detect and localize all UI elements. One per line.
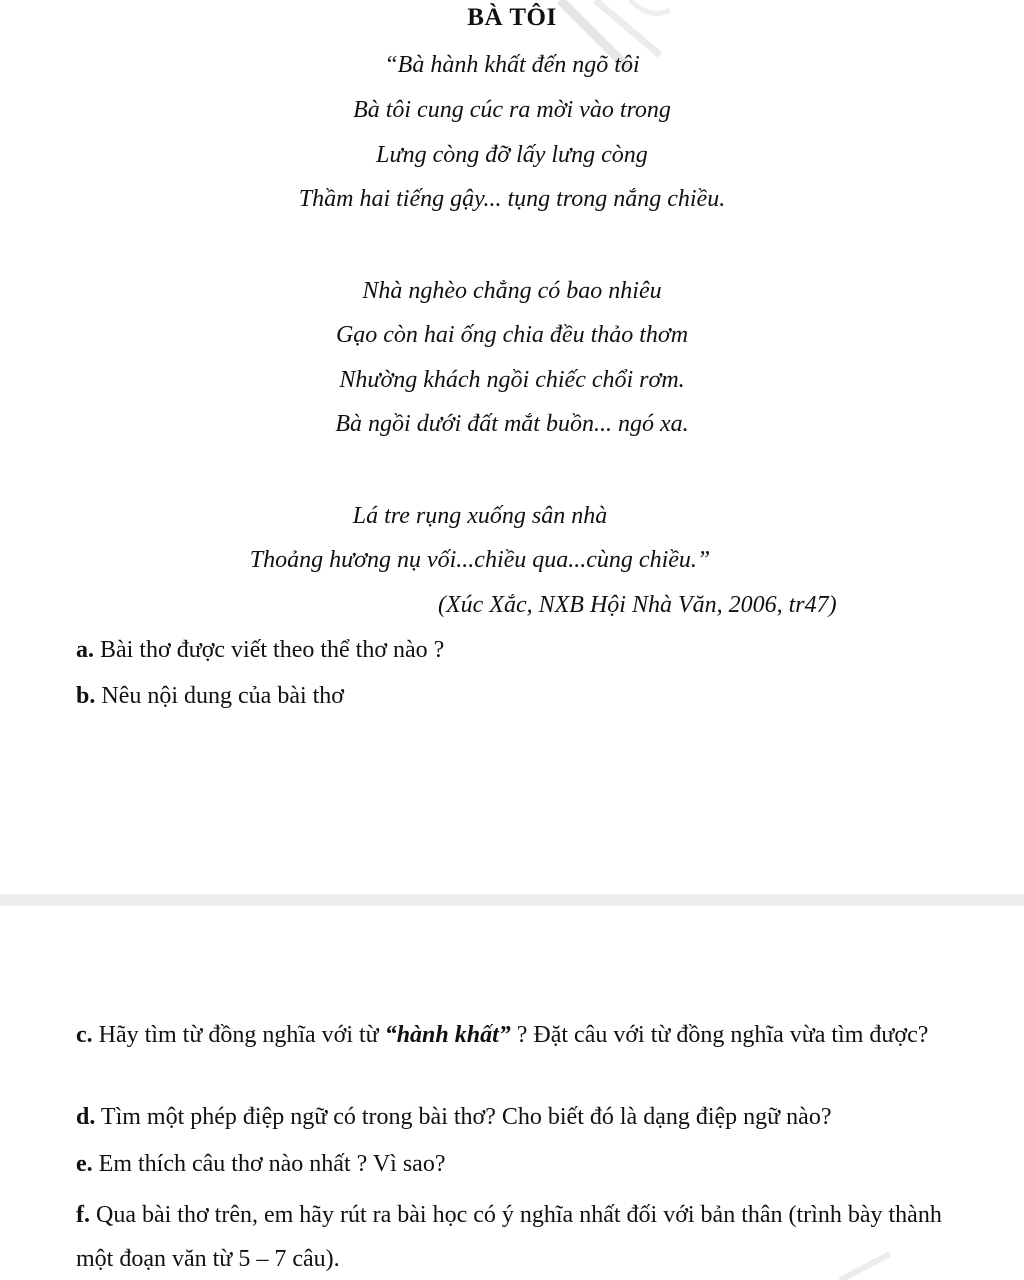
question-label: b. (76, 683, 96, 709)
poem-line: “Bà hành khất đến ngõ tôi (384, 52, 640, 78)
question-label: c. (76, 1022, 93, 1048)
question-d (76, 1102, 966, 1132)
poem-line: Gạo còn hai ống chia đều thảo thơm (335, 322, 689, 348)
question-text: Hãy tìm từ đồng nghĩa với từ (92, 1022, 385, 1048)
question-text: Nêu nội dung của bài thơ (95, 683, 344, 709)
question-text: Qua bài thơ trên, em hãy rút ra bài học có ý nghĩa nhất đối với bản thân (trình bày thành một đoạn văn từ 5 – 7 câu). (76, 1202, 942, 1272)
question-label: e. (76, 1151, 93, 1177)
poem-line: Bà ngồi dưới đất mắt buồn... ngó xa. (335, 411, 689, 437)
question-text: Tìm một phép điệp ngữ có trong bài thơ? Cho biết đó là dạng điệp ngữ nào? (95, 1104, 832, 1130)
question-text: ? Đặt câu với từ đồng nghĩa vừa tìm được? (510, 1022, 929, 1048)
poem-line: Lá tre rụng xuống sân nhà (352, 503, 608, 529)
poem-citation: (Xúc Xắc, NXB Hội Nhà Văn, 2006, tr47) (438, 592, 837, 618)
question-label: d. (76, 1104, 96, 1130)
document-page-2 (0, 906, 1024, 1280)
poem-line: Thoảng hương nụ vối...chiều qua...cùng chiều.” (249, 547, 711, 573)
question-f (76, 1193, 966, 1280)
question-emphasis: “hành khất” (384, 1022, 511, 1048)
question-b (76, 681, 966, 711)
poem-line: Bà tôi cung cúc ra mời vào trong (353, 97, 671, 123)
question-c (76, 1012, 966, 1058)
question-text: Em thích câu thơ nào nhất ? Vì sao? (92, 1151, 446, 1177)
poem-line: Nhường khách ngồi chiếc chổi rơm. (339, 367, 685, 393)
poem-line: Lưng còng đỡ lấy lưng còng (376, 142, 648, 168)
question-e (76, 1149, 966, 1179)
question-label: f. (76, 1202, 90, 1228)
question-label: a. (76, 637, 94, 663)
poem-line: Thầm hai tiếng gậy... tụng trong nắng chiều. (298, 186, 726, 212)
page-separator (0, 894, 1024, 906)
question-text: Bài thơ được viết theo thể thơ nào ? (94, 637, 445, 663)
poem-title: BÀ TÔI (467, 4, 557, 31)
poem-line: Nhà nghèo chẳng có bao nhiêu (362, 278, 662, 304)
question-a (76, 635, 966, 665)
